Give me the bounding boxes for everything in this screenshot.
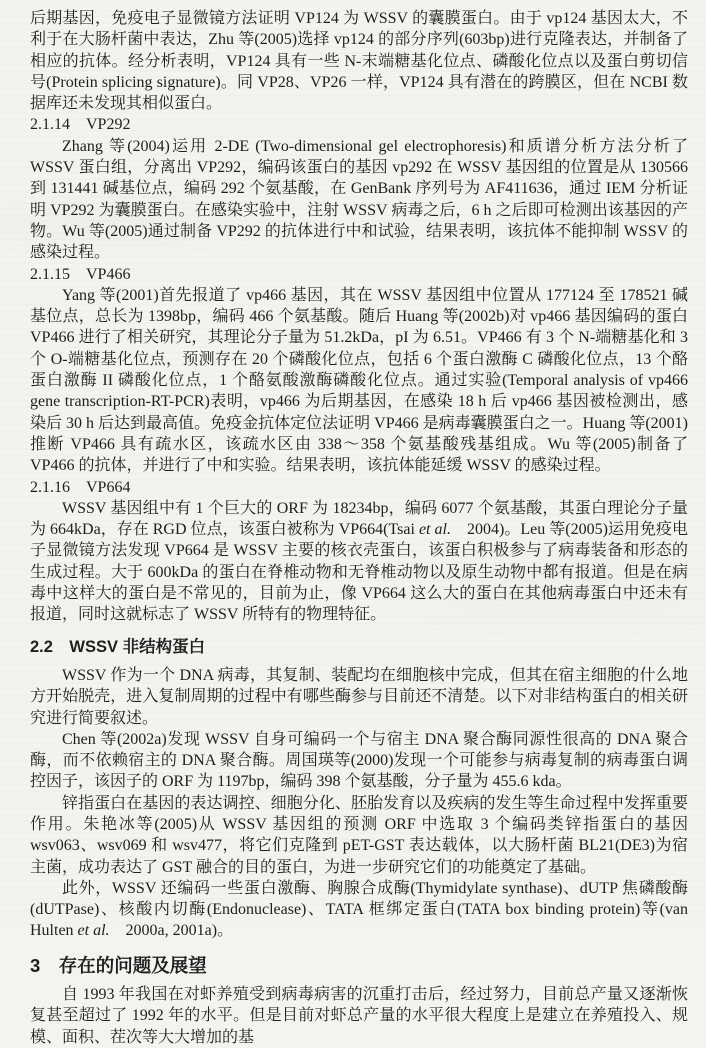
text-run: 此外，WSSV 还编码一些蛋白激酶、胸腺合成酶(Thymidylate synthase)、dUTP 焦磷酸酶(dUTPase)、核酸内切酶(Endonuclease)、TATA 框绑定蛋白(TATA box binding protein)等(van Hulten xyxy=(30,879,688,940)
paragraph-vp292 xyxy=(30,136,688,264)
text-run: 后期基因，免疫电子显微镜方法证明 VP124 为 WSSV 的囊膜蛋白。由于 vp124 基因太大，不利于在大肠杆菌中表达，Zhu 等(2005)选择 vp124 的部分序列(603bp)进行克隆表达，并制备了相应的抗体。经分析表明，VP124 具有一些 N-末端糖基化位点、磷酸化位点以及蛋白剪切信号(Protein splicing signature)。同 VP28、VP26 一样，VP124 具有潜在的跨膜区，但在 NCBI 数据库还未发现其相似蛋白。 xyxy=(30,10,688,113)
heading-2-2-nonstructural-proteins xyxy=(30,637,688,658)
text-run: 自 1993 年我国在对虾养殖受到病毒病害的沉重打击后，经过努力，目前总产量又逐渐恢复甚至超过了 1992 年的水平。但是目前对虾总产量的水平很大程度上是建立在养殖投入、规模、面积、茬次等大大增加的基 xyxy=(30,986,688,1046)
heading-2-1-16-vp664 xyxy=(30,477,688,498)
text-run: Yang 等(2001)首先报道了 vp466 基因，其在 WSSV 基因组中位置从 177124 至 178521 碱基位点，总长为 1398bp，编码 466 个氨基酸。随后 Huang 等(2002b)对 vp466 基因编码的蛋白 VP466 进行了相关研究，其理论分子量为 51.2kDa，pI 为 6.51。VP466 有 3 个 N-端糖基化和 3 个 O-端糖基化位点，预测存在 20 个磷酸化位点，包括 6 个蛋白激酶 C 磷酸化位点，13 个酪蛋白激酶 II 磷酸化位点，1 个酪氨酸激酶磷酸化位点。通过实验(Temporal analysis of vp466 gene transcription-RT-PCR)表明，vp466 为后期基因，在感染 18 h 后 vp466 基因被检测出，感染后 30 h 后达到最高值。免疫金抗体定位法证明 VP466 是病毒囊膜蛋白之一。Huang 等(2001)推断 VP466 具有疏水区，该疏水区由 338～358 个氨基酸残基组成。Wu 等(2005)制备了 VP466 的抗体，并进行了中和实验。结果表明，该抗体能延缓 WSSV 的感染过程。 xyxy=(30,286,688,475)
text-run: WSSV 作为一个 DNA 病毒，其复制、装配均在细胞核中完成，但其在宿主细胞的什么地方开始脱壳，进入复制周期的过程中有哪些酶参与目前还不清楚。以下对非结构蛋白的相关研究进行简要叙述。 xyxy=(30,666,688,727)
paragraph-nonstructural-intro xyxy=(30,665,688,729)
text-run: 2004)。Leu 等(2005)运用免疫电子显微镜方法发现 VP664 是 WSSV 主要的核衣壳蛋白，该蛋白积极参与了病毒装备和形态的生成过程。大于 600kDa 的蛋白在脊椎动物和无脊椎动物以及原生动物中都有报道。但是在病毒中这样大的蛋白是不常见的，目前为止，像 VP664 这么大的蛋白在其他病毒蛋白中还未有报道，同时这就标志了 WSSV 所特有的物理特征。 xyxy=(30,521,688,624)
paragraph-zinc-finger xyxy=(30,793,688,878)
text-run: Zhang 等(2004)运用 2-DE (Two-dimensional gel electrophoresis)和质谱分析方法分析了 WSSV 蛋白组，分离出 VP292，编码该蛋白的基因 vp292 在 WSSV 基因组的位置是从 130566 到 131441 碱基位点，编码 292 个氨基酸，在 GenBank 序列号为 AF411636，通过 IEM 分析证明 VP292 为囊膜蛋白。在感染实验中，注射 WSSV 病毒之后，6 h 之后即可检测出该基因的产物。Wu 等(2005)通过制备 VP292 的抗体进行中和试验，结果表明，该抗体不能抑制 WSSV 的感染过程。 xyxy=(30,137,688,262)
text-run: 锌指蛋白在基因的表达调控、细胞分化、胚胎发育以及疾病的发生等生命过程中发挥重要作用。朱艳冰等(2005)从 WSSV 基因组的预测 ORF 中选取 3 个编码类锌指蛋白的基因 wsv063、wsv069 和 wsv477，将它们克隆到 pET-GST 表达载体，以大肠杆菌 BL21(DE3)为宿主菌，成功表达了 GST 融合的目的蛋白，为进一步研究它们的功能奠定了基础。 xyxy=(30,794,688,876)
heading-2-1-14-vp292 xyxy=(30,114,688,135)
paragraph-other-enzymes xyxy=(30,878,688,942)
text-run: 3 存在的问题及展望 xyxy=(30,954,207,976)
heading-2-1-15-vp466 xyxy=(30,264,688,285)
text-run: WSSV 基因组中有 1 个巨大的 ORF 为 18234bp，编码 6077 个氨基酸，其蛋白理论分子量为 664kDa，存在 RGD 位点，该蛋白被称为 VP664(Tsai xyxy=(30,499,688,539)
paragraph-outlook xyxy=(30,984,688,1048)
citation-et-al: et al. xyxy=(418,521,451,539)
paragraph-vp466 xyxy=(30,285,688,477)
text-run: 2.1.14 VP292 xyxy=(30,116,131,134)
citation-et-al: et al. xyxy=(77,922,110,940)
paragraph-vp124-continued xyxy=(30,8,688,114)
text-run: Chen 等(2002a)发现 WSSV 自身可编码一个与宿主 DNA 聚合酶同源性很高的 DNA 聚合酶，而不依赖宿主的 DNA 聚合酶。周国瑛等(2000)发现一个可能参与病毒复制的病毒蛋白调控因子，该因子的 ORF 为 1197bp，编码 398 个氨基酸，分子量为 455.6 kda。 xyxy=(30,730,688,791)
text-run: 2.2 WSSV 非结构蛋白 xyxy=(30,637,206,656)
text-run: 2.1.15 VP466 xyxy=(30,265,131,283)
text-run: 2.1.16 VP664 xyxy=(30,478,131,496)
paragraph-vp664 xyxy=(30,498,688,626)
text-run: 2000a, 2001a)。 xyxy=(109,922,234,940)
heading-3-problems-and-outlook xyxy=(30,955,688,976)
paragraph-dna-polymerase xyxy=(30,729,688,793)
